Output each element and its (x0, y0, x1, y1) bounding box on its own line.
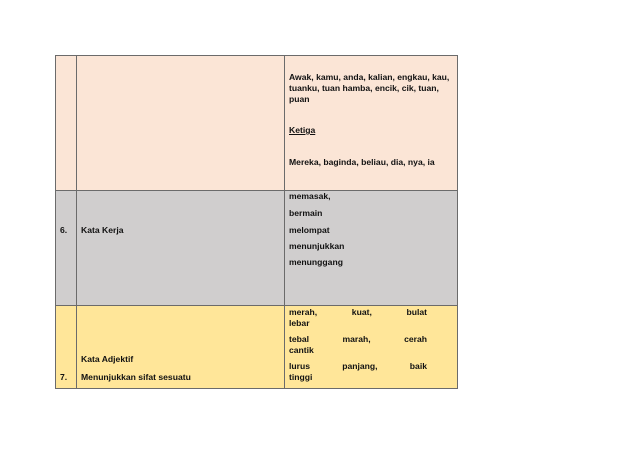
table-border-bottom (55, 388, 458, 389)
adjective-word: merah, (289, 307, 318, 317)
pronoun-line: Awak, kamu, anda, kalian, engkau, kau, (289, 72, 450, 82)
adjective-word: bulat (406, 307, 427, 317)
table-border-right (457, 55, 458, 389)
third-person-pronouns: Mereka, baginda, beliau, dia, nya, ia (289, 157, 435, 167)
adjective-example-line (289, 334, 427, 345)
category-description: Menunjukkan sifat sesuatu (81, 372, 191, 382)
adjective-word: cantik (289, 345, 314, 355)
adjective-example-line (289, 361, 427, 372)
category-label: Kata Kerja (81, 225, 124, 235)
adjective-word: marah, (342, 334, 371, 344)
subheading-ketiga: Ketiga (289, 125, 316, 135)
row-divider (55, 305, 458, 306)
row-divider (55, 190, 458, 191)
pronoun-line: tuanku, tuan hamba, encik, cik, tuan, (289, 83, 439, 93)
adjective-word: tinggi (289, 372, 313, 382)
pronoun-line: puan (289, 94, 310, 104)
adjective-word: baik (409, 361, 427, 371)
row-verb (55, 190, 457, 305)
adjective-word: lebar (289, 318, 310, 328)
verb-example: melompat (289, 225, 330, 235)
column-divider (284, 55, 285, 389)
adjective-word: lurus (289, 361, 311, 371)
row-number: 6. (60, 225, 68, 235)
category-label: Kata Adjektif (81, 354, 134, 364)
adjective-word: tebal (289, 334, 310, 344)
column-divider (76, 55, 77, 389)
adjective-word: kuat, (351, 307, 372, 317)
table-border-left (55, 55, 56, 389)
verb-example: menunjukkan (289, 241, 345, 251)
adjective-example-line (289, 307, 427, 318)
verb-example: memasak, (289, 191, 331, 201)
adjective-word: cerah (404, 334, 427, 344)
row-number: 7. (60, 372, 68, 382)
verb-example: menunggang (289, 257, 343, 267)
table-border-top (55, 55, 458, 56)
adjective-word: panjang, (342, 361, 378, 371)
verb-example: bermain (289, 208, 323, 218)
